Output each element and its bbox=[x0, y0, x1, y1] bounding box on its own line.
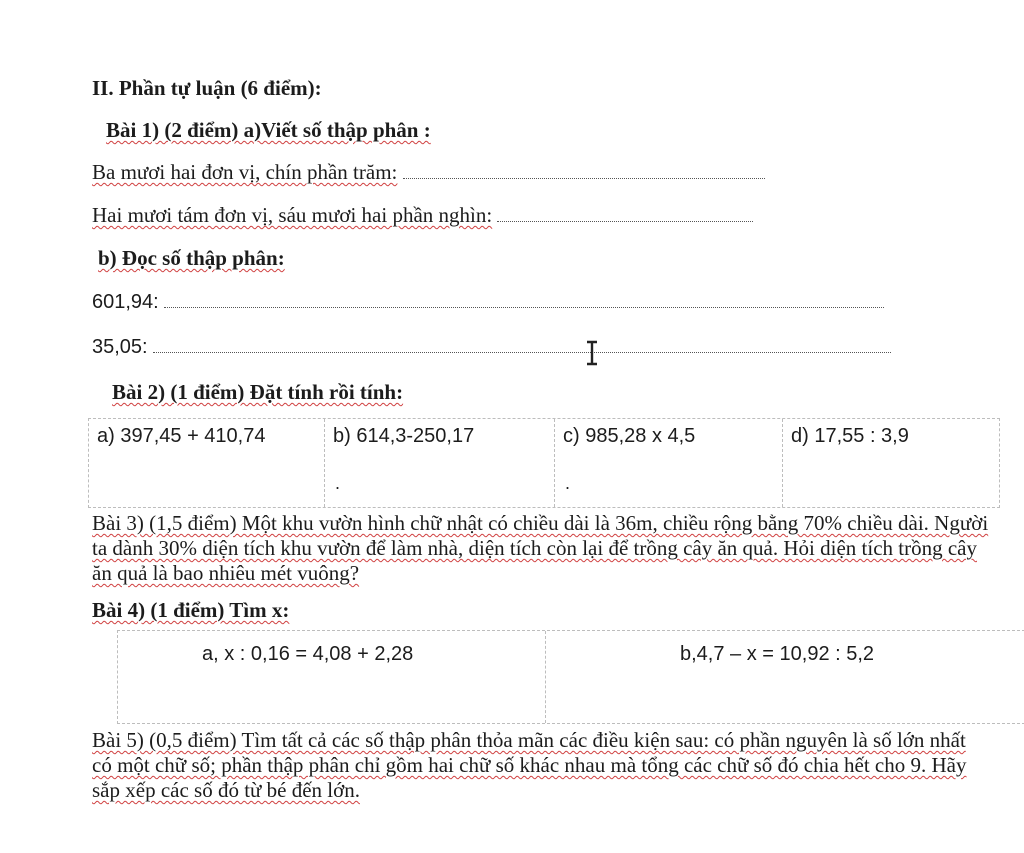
bai1-line2-text: Hai mươi tám đơn vị, sáu mươi hai phần nghìn: bbox=[92, 203, 493, 227]
bai1-sub-b: b) Đọc số thập phân: bbox=[98, 246, 285, 270]
bai1-line1 bbox=[92, 160, 765, 184]
bai1-num1-text: 601,94: bbox=[92, 291, 159, 313]
bai5-text: Bài 5) (0,5 điểm) Tìm tất cả các số thập phân thỏa mãn các điều kiện sau: có phần nguyên là số lớn nhất có một chữ số; phần thập phân chỉ gồm hai chữ số khác nhau mà tổng các chữ số đó chia hết cho 9. Hãy sắp xếp các số đó từ bé đến lớn. bbox=[92, 728, 967, 802]
bai2-cell-c bbox=[555, 419, 783, 507]
dot-mark: . bbox=[565, 473, 571, 493]
bai4-eq2 bbox=[546, 631, 1024, 723]
dot-mark: . bbox=[335, 473, 341, 493]
bai4-eq2-text: b,4,7 – x = 10,92 : 5,2 bbox=[680, 643, 875, 665]
bai1-num1 bbox=[92, 290, 884, 314]
bai4-heading: Bài 4) (1 điểm) Tìm x: bbox=[92, 598, 290, 622]
bai2-cell-d bbox=[783, 419, 999, 507]
bai1-num2 bbox=[92, 335, 891, 359]
bai2-table bbox=[88, 418, 1000, 508]
answer-blank bbox=[153, 338, 891, 353]
answer-blank bbox=[497, 207, 753, 222]
bai2-cell-b bbox=[325, 419, 555, 507]
bai2-cell-a bbox=[89, 419, 325, 507]
bai2-heading: Bài 2) (1 điểm) Đặt tính rồi tính: bbox=[112, 380, 404, 404]
bai2-cell-b-text: b) 614,3-250,17 bbox=[333, 425, 475, 447]
bai1-heading: Bài 1) (2 điểm) a)Viết số thập phân : bbox=[106, 118, 431, 142]
bai2-cell-a-text: a) 397,45 + 410,74 bbox=[97, 425, 266, 447]
bai1-num2-text: 35,05: bbox=[92, 336, 148, 358]
section-title: II. Phần tự luận (6 điểm): bbox=[92, 76, 322, 100]
bai1-line2 bbox=[92, 203, 753, 227]
bai2-cell-d-text: d) 17,55 : 3,9 bbox=[791, 425, 909, 447]
answer-blank bbox=[403, 164, 765, 179]
bai4-table bbox=[117, 630, 1024, 724]
answer-blank bbox=[164, 293, 884, 308]
bai2-cell-c-text: c) 985,28 x 4,5 bbox=[563, 425, 696, 447]
bai4-eq1 bbox=[118, 631, 546, 723]
text-cursor-icon bbox=[584, 340, 600, 366]
bai4-eq1-text: a, x : 0,16 = 4,08 + 2,28 bbox=[202, 643, 414, 665]
bai1-line1-text: Ba mươi hai đơn vị, chín phần trăm: bbox=[92, 160, 398, 184]
bai3-text: Bài 3) (1,5 điểm) Một khu vườn hình chữ nhật có chiều dài là 36m, chiều rộng bằng 70% chiều dài. Người ta dành 30% diện tích khu vườn để làm nhà, diện tích còn lại để trồng cây ăn quả. Hỏi diện tích trồng cây ăn quả là bao nhiêu mét vuông? bbox=[92, 511, 989, 585]
